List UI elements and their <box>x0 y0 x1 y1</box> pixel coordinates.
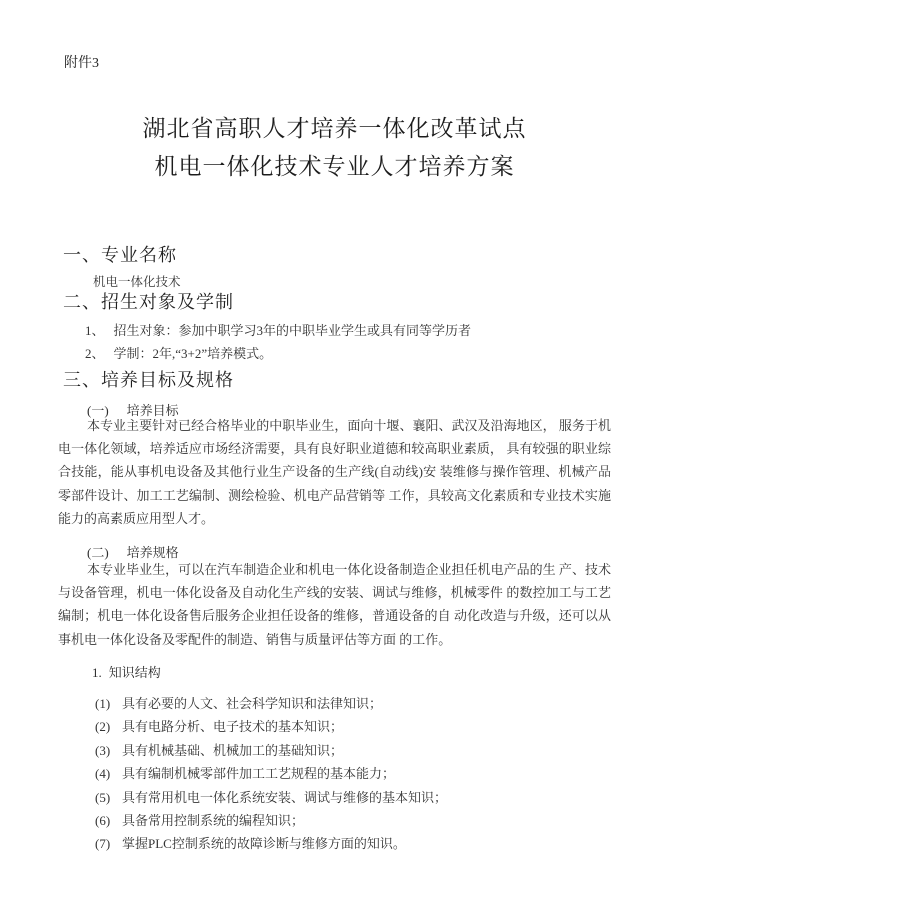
item-text: 招生对象：参加中职学习3年的中职毕业学生或具有同等学历者 <box>113 323 472 338</box>
list-item <box>95 762 655 785</box>
subheading-label: (二) <box>87 545 109 560</box>
title-line-1: 湖北省高职人才培养一体化改革试点 <box>142 116 527 141</box>
knowledge-structure-title <box>92 662 161 681</box>
list-item-text: 具有机械基础、机械加工的基础知识； <box>122 742 344 758</box>
list-item-number: (2) <box>95 719 111 735</box>
list-item <box>95 739 655 762</box>
list-item <box>95 786 655 809</box>
list-item-text: 具有电路分析、电子技术的基本知识； <box>122 719 344 735</box>
list-item-number: (3) <box>95 742 111 758</box>
section3-heading: 三、培养目标及规格 <box>63 370 234 390</box>
subheading-title: 培养规格 <box>126 545 179 560</box>
item-number: 2、 <box>85 346 105 361</box>
knowledge-list <box>95 692 655 856</box>
schooling-length-item <box>85 343 272 362</box>
list-item-number: (4) <box>95 766 111 782</box>
list-item-number: (5) <box>95 789 111 805</box>
list-item <box>95 809 655 832</box>
list-item <box>95 832 655 855</box>
enrollment-target-item <box>85 320 471 339</box>
item-number: 1、 <box>85 323 105 338</box>
list-item-number: (7) <box>95 836 111 852</box>
training-spec-paragraph: 本专业毕业生，可以在汽车制造企业和机电一体化设备制造企业担任机电产品的生 产、技术与设备管理，机电一体化设备及自动化生产线的安装、调试与维修，机械零件 的数控加工与工艺编制；机电一体化设备售后服务企业担任设备的维修，普通设备的自 动化改造与升级，还可以从事机电一体化设备及零配件的制造、销售与质量评估等方面 的工作。 <box>58 562 611 647</box>
list-item-text: 具有编制机械零部件加工工艺规程的基本能力； <box>122 766 396 782</box>
document-title <box>58 110 611 186</box>
training-objective-paragraph: 本专业主要针对已经合格毕业的中职毕业生，面向十堰、襄阳、武汉及沿海地区， 服务于机电一体化领域，培养适应市场经济需要，具有良好职业道德和较高职业素质， 具有较强的职业综合技能，能从事机电设备及其他行业生产设备的生产线(自动线)安 装维修与操作管理、机械产品零部件设计、加工工艺编制、测绘检验、机电产品营销等 工作，具较高文化素质和专业技术实施能力的高素质应用型人才。 <box>58 418 611 526</box>
section2-heading: 二、招生对象及学制 <box>63 292 234 312</box>
section1-body: 机电一体化技术 <box>93 275 181 289</box>
title-line-2: 机电一体化技术专业人才培养方案 <box>154 154 515 179</box>
list-title-number: 1. <box>92 665 102 680</box>
subheading-label: (一) <box>87 403 109 418</box>
list-item-number: (1) <box>95 696 111 711</box>
list-item-number: (6) <box>95 813 111 829</box>
list-item-text: 掌握PLC控制系统的故障诊断与维修方面的知识。 <box>122 836 406 852</box>
list-title-text: 知识结构 <box>108 665 161 680</box>
attachment-label: 附件3 <box>64 56 99 71</box>
list-item <box>95 692 655 715</box>
list-item <box>95 715 655 738</box>
list-item-text: 具有常用机电一体化系统安装、调试与维修的基本知识； <box>122 789 448 805</box>
list-item-text: 具有必要的人文、社会科学知识和法律知识； <box>122 696 383 711</box>
section1-heading: 一、专业名称 <box>63 245 177 265</box>
list-item-text: 具备常用控制系统的编程知识； <box>122 813 305 829</box>
item-text: 学制：2年,“3+2”培养模式。 <box>113 346 273 361</box>
subheading-title: 培养目标 <box>126 403 179 418</box>
